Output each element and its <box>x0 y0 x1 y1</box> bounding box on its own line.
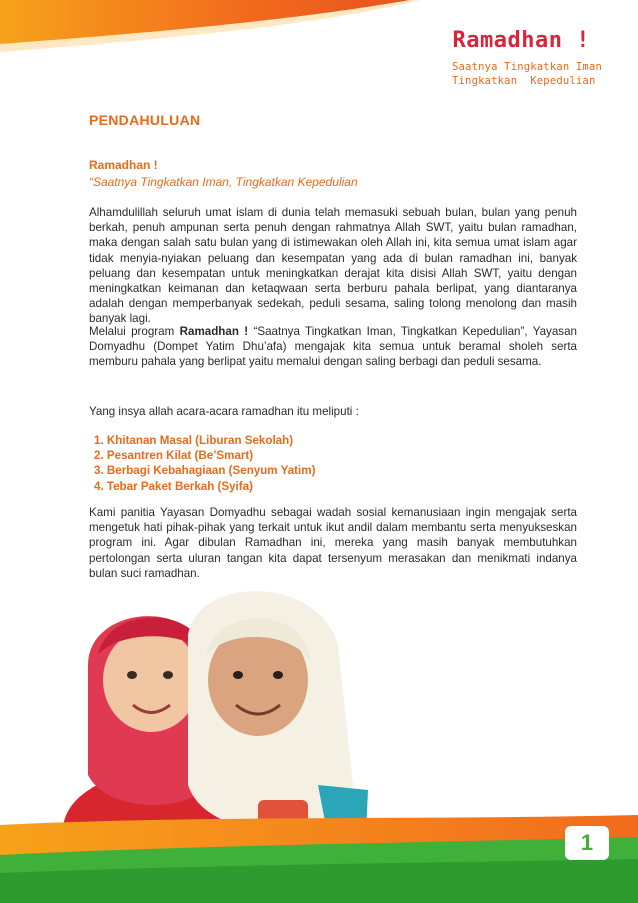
program-list <box>94 433 315 494</box>
paragraph-program <box>89 324 577 370</box>
header-title: Ramadhan ! <box>452 28 590 53</box>
header-subtitle-line1: Saatnya Tingkatkan Iman <box>452 61 602 73</box>
header-swoosh <box>0 0 638 110</box>
program-name: Ramadhan ! <box>179 325 249 338</box>
program-item: 4. Tebar Paket Berkah (Syifa) <box>94 479 253 493</box>
program-item: 1. Khitanan Masal (Liburan Sekolah) <box>94 434 294 447</box>
header-subtitle-line2: Tingkatkan Kepedulian <box>452 75 596 87</box>
paragraph-program-rest: “Saatnya Tingkatkan Iman, Tingkatkan Kepedulian”, Yayasan Domyadhu (Dompet Yatim Dhu’afa) mengajak kita semua untuk beramal sholeh serta memburu pahala yang berlipat yaitu memalui dengan saling berbagi dan peduli sesama. <box>89 325 577 369</box>
paragraph-events-intro: Yang insya allah acara-acara ramadhan itu meliputi : <box>89 405 359 418</box>
paragraph-closing: Kami panitia Yayasan Domyadhu sebagai wadah sosial kemanusiaan ingin mengajak serta mengetuk hati pihak-pihak yang terkait untuk ikut andil dalam membantu serta menyukseskan program ini. Agar dibulan Ramadhan ini, mereka yang masih banyak membutuhkan pertolongan serta uluran tangan kita dapat tersenyum merasakan dan menikmati indanya bulan suci ramadhan. <box>89 506 577 580</box>
paragraph-intro: Alhamdulillah seluruh umat islam di dunia telah memasuki sebuah bulan, bulan yang penuh berkah, penuh ampunan serta penuh dengan rahmatnya Allah SWT, yaitu bulan ramadhan, maka dengan salah satu bulan yang di istimewakan oleh Allah ini, kita semua umat islam agar tidak menyia-nyiakan peluang dan kesempatan yang ada di bulan ramadhan ini, banyak peluang dan kesempatan untuk meningkatkan derajat kita disisi Allah SWT, yaitu dengan meningkatkan keimanan dan ketaqwaan serta berburu pahala berlipat, yang diantaranya adalah dengan memperbanyak sedekah, peduli sesama, saling tolong menolong dan masih banyak lagi. <box>89 206 577 326</box>
page-number: 1 <box>565 826 609 860</box>
program-item: 3. Berbagi Kebahagiaan (Senyum Yatim) <box>94 464 316 478</box>
intro-subtitle: “Saatnya Tingkatkan Iman, Tingkatkan Kepedulian <box>89 175 358 189</box>
footer-swoosh <box>0 815 638 903</box>
program-item: 2. Pesantren Kilat (Be’Smart) <box>94 449 254 463</box>
section-heading: PENDAHULUAN <box>89 112 201 128</box>
intro-title: Ramadhan ! <box>89 158 158 172</box>
paragraph-program-lead: Melalui program <box>89 325 180 338</box>
